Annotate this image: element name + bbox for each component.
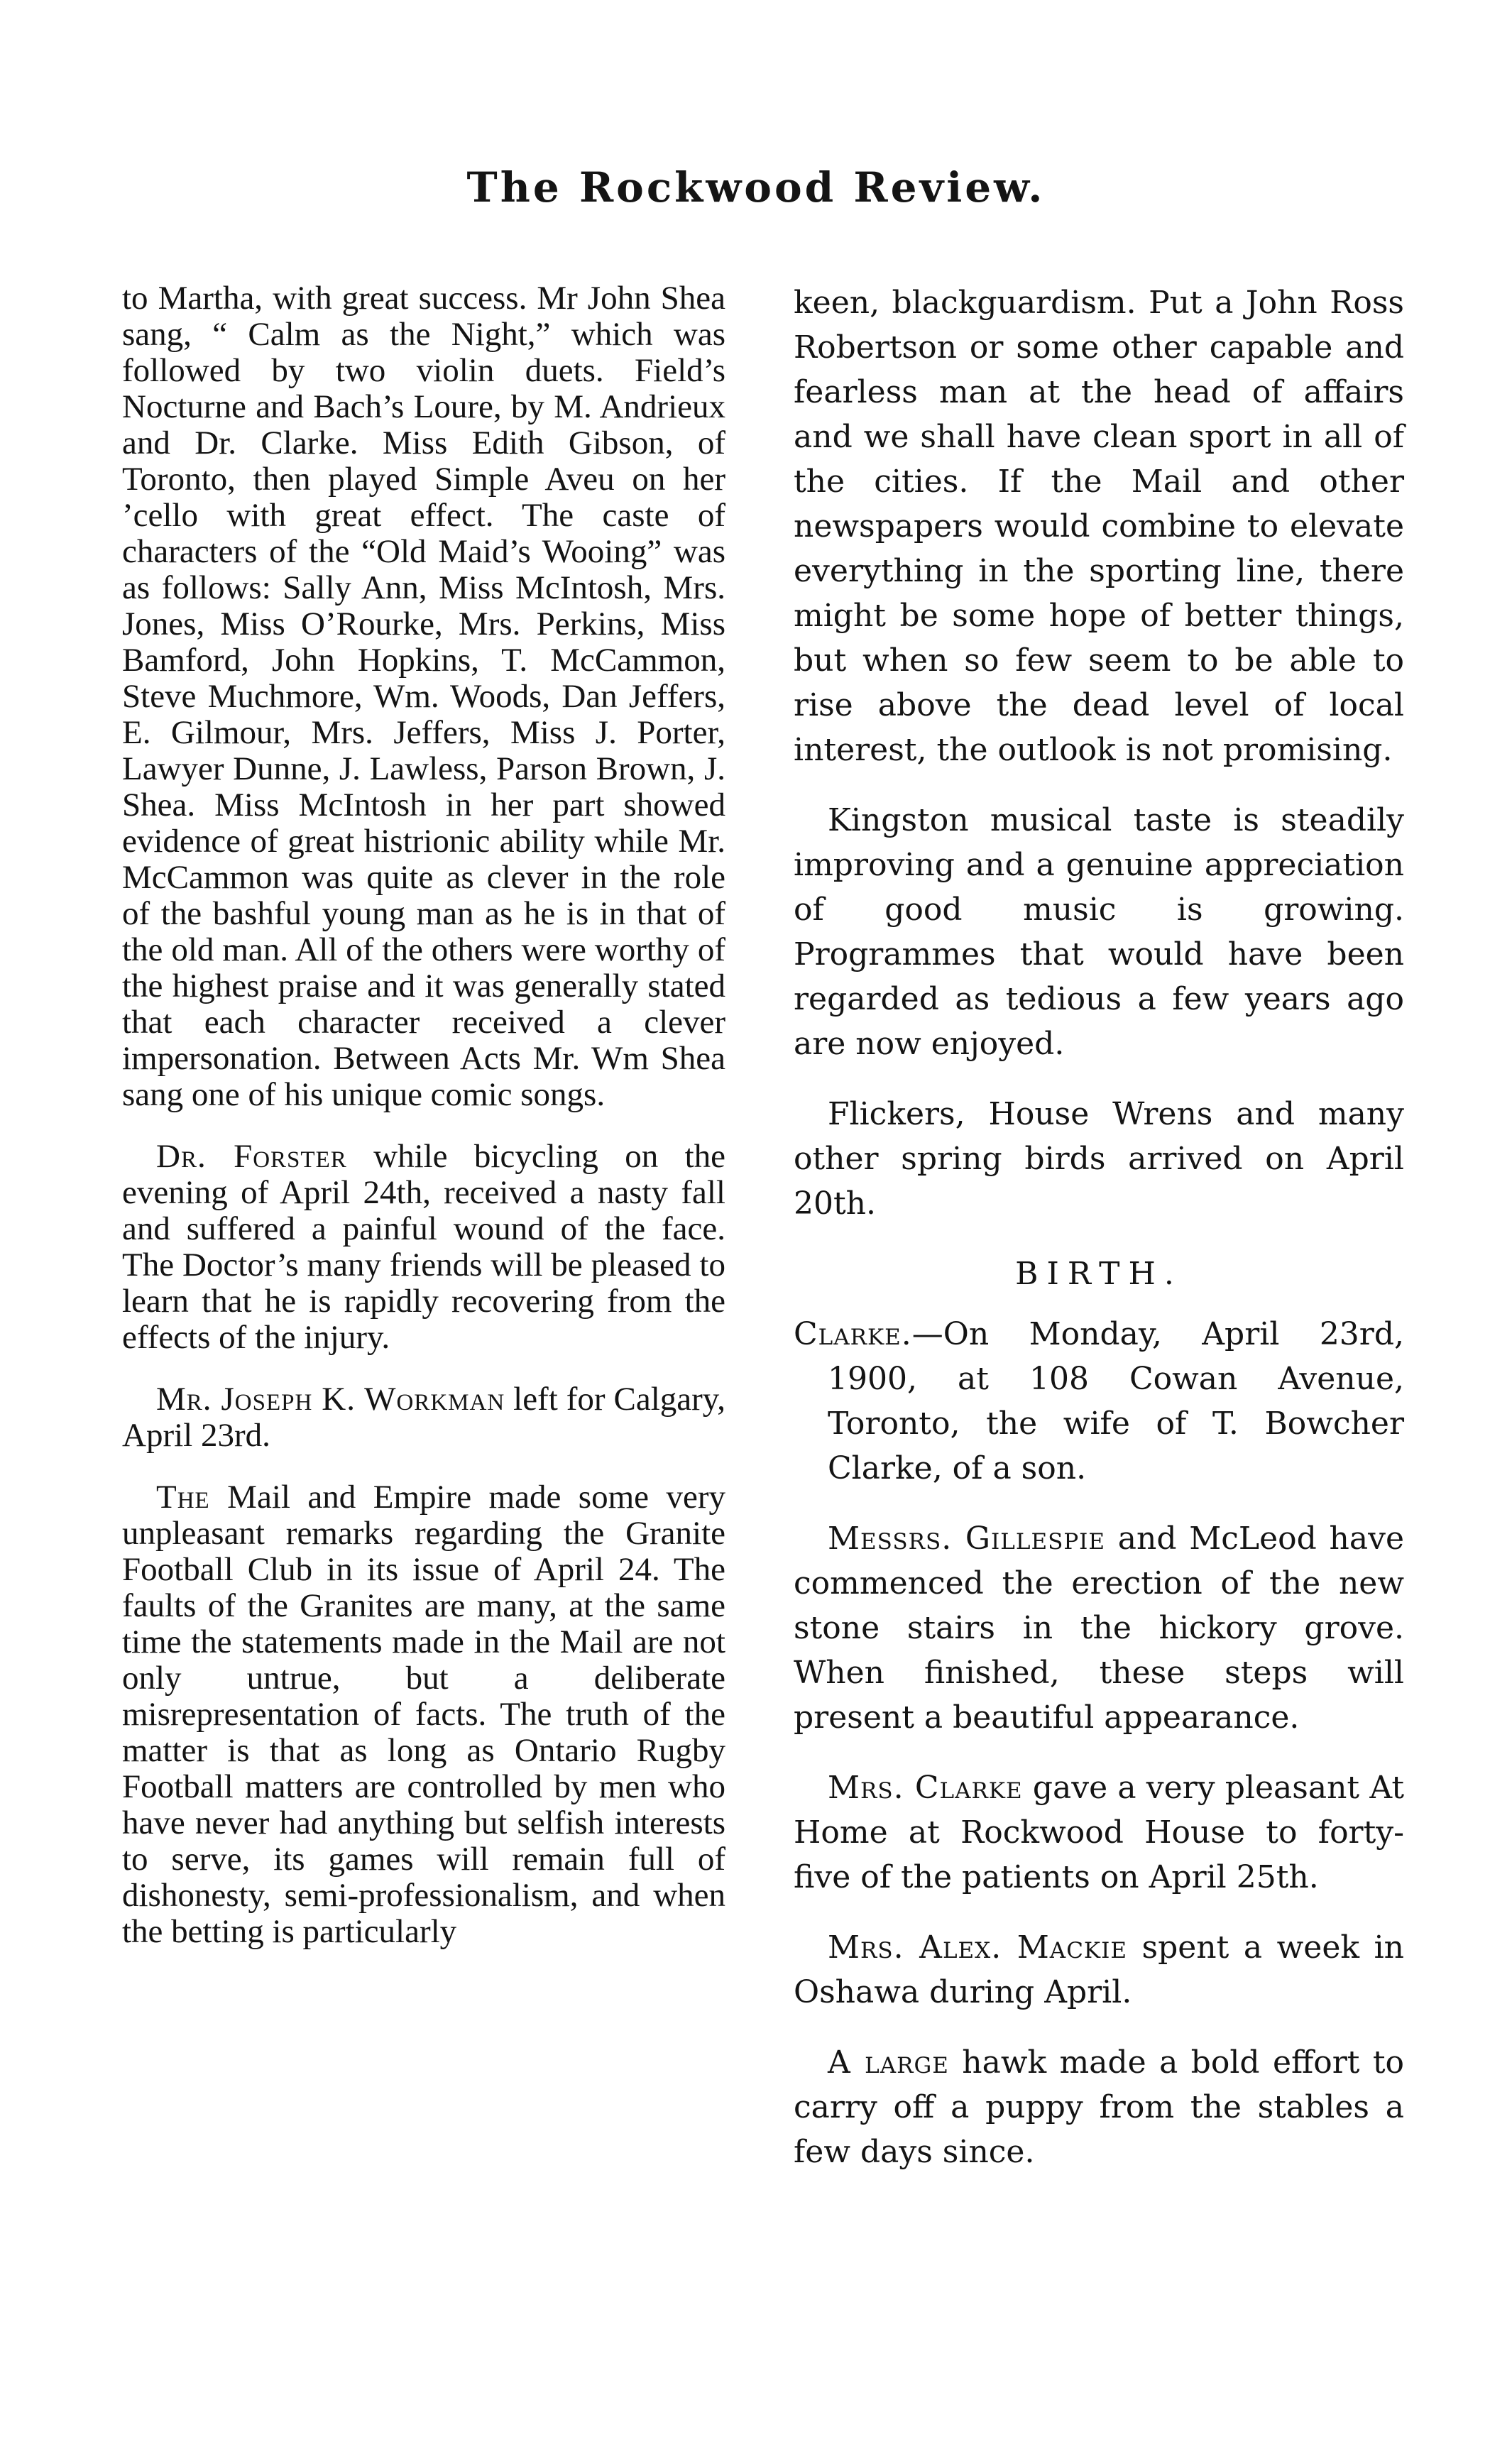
article-paragraph: [122, 1381, 725, 1454]
article-paragraph: [122, 1479, 725, 1950]
paragraph-body: —On Monday, April 23rd, 1900, at 108 Cowan Avenue, Toronto, the wife of T. Bowcher Clarke, of a son.: [828, 1316, 1404, 1486]
birth-notice: [794, 1312, 1404, 1491]
paragraph-body: left for Calgary, April 23rd.: [122, 1381, 725, 1454]
lead-in: A large: [828, 2044, 949, 2081]
lead-in: Mrs. Alex. Mackie: [828, 1929, 1127, 1966]
article-paragraph: [794, 1765, 1404, 1900]
article-paragraph: keen, blackguardism. Put a John Ross Robertson or some other capable and fearless man at the head of affairs and we shall have clean sport in all of the cities. If the Mail and other newspapers would combine to elevate everything in the sporting line, there might be some hope of better things, but when so few seem to be able to rise above the dead level of local interest, the outlook is not promising.: [794, 285, 1404, 768]
birth-heading: BIRTH.: [1015, 1256, 1183, 1292]
paragraph-body: hawk made a bold effort to carry off a puppy from the stables a few days since.: [794, 2044, 1405, 2170]
lead-in: Mrs. Clarke: [828, 1770, 1023, 1806]
article-paragraph: Flickers, House Wrens and many other spring birds arrived on April 20th.: [794, 1096, 1404, 1222]
paragraph-body: spent a week in Oshawa during April.: [794, 1929, 1404, 2010]
right-column: [794, 280, 1404, 2200]
paragraph-body: and McLeod have commenced the erection of the new stone stairs in the hickory grove. When finished, these steps will present a beautiful appearance.: [794, 1521, 1405, 1736]
article-paragraph: Kingston musical taste is steadily improving and a genuine appreciation of good music is growing. Programmes that would have been regarded as tedious a few years ago are now enjoyed.: [794, 802, 1404, 1062]
article-paragraph: [122, 1139, 725, 1356]
paragraph-body: while bicycling on the evening of April 24th, received a nasty fall and suffered a painful wound of the face. The Doctor’s many friends will be pleased to learn that he is rapidly recovering from the effects of the injury.: [122, 1138, 725, 1356]
article-paragraph: [794, 2040, 1404, 2174]
masthead-title: The Rockwood Review.: [466, 163, 1046, 212]
lead-in: Dr. Forster: [156, 1138, 347, 1175]
lead-in: Mr. Joseph K. Workman: [156, 1381, 505, 1418]
left-column: [122, 280, 725, 1976]
paragraph-body: Mail and Empire made some very unpleasant remarks regarding the Granite Football Club in its issue of April 24. The faults of the Granites are many, at the same time the statements made in the Mail are not only untrue, but a deliberate misrepresentation of facts. The truth of the matter is that as long as Ontario Rugby Football matters are controlled by men who have never had anything but selfish interests to serve, its games will remain full of dishonesty, semi-professionalism, and when the betting is particularly: [122, 1479, 725, 1950]
article-paragraph: [794, 1516, 1404, 1740]
article-paragraph: to Martha, with great success. Mr John Shea sang, “ Calm as the Night,” which was followed by two violin duets. Field’s Nocturne and Bach’s Loure, by M. Andrieux and Dr. Clarke. Miss Edith Gibson, of Toronto, then played Simple Aveu on her ’cello with great effect. The caste of characters of the “Old Maid’s Wooing” was as follows: Sally Ann, Miss McIntosh, Mrs. Jones, Miss O’Rourke, Mrs. Perkins, Miss Bamford, John Hopkins, T. McCammon, Steve Muchmore, Wm. Woods, Dan Jeffers, E. Gilmour, Mrs. Jeffers, Miss J. Porter, Lawyer Dunne, J. Lawless, Parson Brown, J. Shea. Miss McIntosh in her part showed evidence of great histrionic ability while Mr. McCammon was quite as clever in the role of the bashful young man as he is in that of the old man. All of the others were worthy of the highest praise and it was generally stated that each character received a clever impersonation. Between Acts Mr. Wm Shea sang one of his unique comic songs.: [122, 280, 725, 1113]
article-paragraph: [794, 1925, 1404, 2015]
lead-in: Clarke.: [794, 1316, 912, 1352]
paragraph-body: gave a very pleasant At Home at Rockwood House to forty-five of the patients on April 25th.: [794, 1770, 1405, 1895]
lead-in: The: [156, 1479, 210, 1516]
lead-in: Messrs. Gillespie: [828, 1521, 1106, 1557]
